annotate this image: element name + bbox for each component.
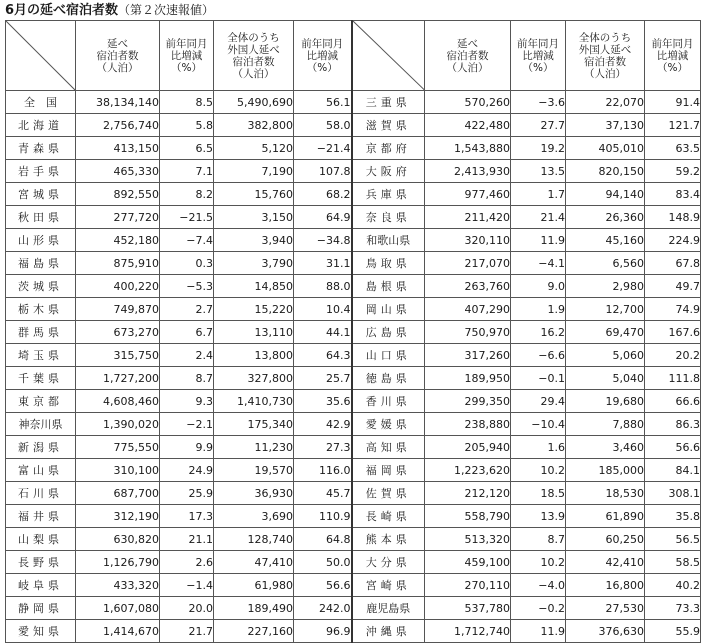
cell-foreign: 327,800 [214,367,294,390]
cell-foreign-yoy: 35.6 [294,390,352,413]
prefecture-name: 長野県 [6,551,76,574]
prefecture-name: 石川県 [6,482,76,505]
table-row [6,160,701,183]
cell-foreign-yoy: 56.6 [645,436,701,459]
cell-foreign-yoy: 91.4 [645,91,701,114]
table-row [6,183,701,206]
prefecture-name: 山口県 [352,344,425,367]
cell-yoy: −5.3 [160,275,214,298]
cell-foreign: 376,630 [566,620,645,643]
cell-total: 422,480 [425,114,511,137]
prefecture-name: 富山県 [6,459,76,482]
cell-foreign: 3,940 [214,229,294,252]
lodging-table [5,20,701,643]
cell-foreign: 18,530 [566,482,645,505]
cell-yoy: 21.4 [511,206,566,229]
cell-yoy: 1.9 [511,298,566,321]
cell-foreign-yoy: 63.5 [645,137,701,160]
cell-foreign-yoy: 121.7 [645,114,701,137]
cell-foreign: 94,140 [566,183,645,206]
cell-foreign-yoy: 10.4 [294,298,352,321]
cell-yoy: 2.4 [160,344,214,367]
cell-yoy: 24.9 [160,459,214,482]
cell-foreign: 227,160 [214,620,294,643]
prefecture-name: 岡山県 [352,298,425,321]
prefecture-name: 千葉県 [6,367,76,390]
cell-total: 687,700 [76,482,160,505]
prefecture-name: 高知県 [352,436,425,459]
cell-foreign: 36,930 [214,482,294,505]
cell-yoy: 8.7 [511,528,566,551]
prefecture-name: 新潟県 [6,436,76,459]
cell-foreign: 5,120 [214,137,294,160]
cell-foreign: 189,490 [214,597,294,620]
cell-total: 892,550 [76,183,160,206]
cell-total: 433,320 [76,574,160,597]
cell-yoy: −4.1 [511,252,566,275]
table-row [6,528,701,551]
prefecture-name: 全 国 [6,91,76,114]
cell-foreign: 13,110 [214,321,294,344]
cell-foreign: 37,130 [566,114,645,137]
prefecture-name: 大阪府 [352,160,425,183]
header-total-left: 延べ 宿泊者数 （人泊） [76,21,160,91]
cell-total: 459,100 [425,551,511,574]
prefecture-name: 島根県 [352,275,425,298]
cell-foreign-yoy: 45.7 [294,482,352,505]
prefecture-name: 奈良県 [352,206,425,229]
cell-total: 413,150 [76,137,160,160]
table-row [6,114,701,137]
cell-foreign-yoy: 83.4 [645,183,701,206]
prefecture-name: 香川県 [352,390,425,413]
cell-yoy: 11.9 [511,620,566,643]
prefecture-name: 沖縄県 [352,620,425,643]
diagonal-line [6,21,75,90]
subtitle-text: （第２次速報値） [118,3,215,17]
cell-total: 452,180 [76,229,160,252]
cell-total: 312,190 [76,505,160,528]
table-row [6,436,701,459]
cell-yoy: −1.4 [160,574,214,597]
cell-total: 217,070 [425,252,511,275]
cell-foreign: 3,790 [214,252,294,275]
cell-yoy: 13.5 [511,160,566,183]
cell-total: 315,750 [76,344,160,367]
table-row [6,597,701,620]
cell-yoy: 2.7 [160,298,214,321]
cell-yoy: 13.9 [511,505,566,528]
prefecture-name: 栃木県 [6,298,76,321]
cell-yoy: 19.2 [511,137,566,160]
cell-foreign: 7,880 [566,413,645,436]
cell-total: 310,100 [76,459,160,482]
cell-yoy: −10.4 [511,413,566,436]
prefecture-name: 山梨県 [6,528,76,551]
table-row [6,321,701,344]
cell-foreign-yoy: 31.1 [294,252,352,275]
cell-total: 400,220 [76,275,160,298]
cell-total: 238,880 [425,413,511,436]
cell-yoy: 6.5 [160,137,214,160]
table-body [6,91,701,643]
cell-foreign: 69,470 [566,321,645,344]
cell-total: 1,390,020 [76,413,160,436]
prefecture-name: 愛媛県 [352,413,425,436]
cell-total: 750,970 [425,321,511,344]
cell-yoy: 18.5 [511,482,566,505]
cell-yoy: 29.4 [511,390,566,413]
cell-foreign-yoy: 56.5 [645,528,701,551]
cell-foreign: 42,410 [566,551,645,574]
cell-yoy: 21.7 [160,620,214,643]
cell-foreign: 19,680 [566,390,645,413]
cell-foreign-yoy: 56.6 [294,574,352,597]
prefecture-name: 鳥取県 [352,252,425,275]
cell-total: 2,413,930 [425,160,511,183]
prefecture-name: 秋田県 [6,206,76,229]
prefecture-name: 長崎県 [352,505,425,528]
cell-total: 570,260 [425,91,511,114]
cell-total: 1,607,080 [76,597,160,620]
cell-foreign: 820,150 [566,160,645,183]
cell-foreign: 11,230 [214,436,294,459]
cell-foreign: 405,010 [566,137,645,160]
prefecture-name: 静岡県 [6,597,76,620]
table-row [6,275,701,298]
cell-yoy: 25.9 [160,482,214,505]
table-row [6,298,701,321]
prefecture-name: 兵庫県 [352,183,425,206]
prefecture-name: 福島県 [6,252,76,275]
cell-yoy: −4.0 [511,574,566,597]
cell-yoy: 1.7 [511,183,566,206]
cell-foreign-yoy: 25.7 [294,367,352,390]
cell-foreign: 175,340 [214,413,294,436]
cell-foreign: 12,700 [566,298,645,321]
cell-foreign: 6,560 [566,252,645,275]
cell-foreign: 45,160 [566,229,645,252]
prefecture-name: 北海道 [6,114,76,137]
cell-foreign: 7,190 [214,160,294,183]
cell-yoy: −0.2 [511,597,566,620]
cell-foreign-yoy: 74.9 [645,298,701,321]
page-title [5,1,214,20]
cell-yoy: 5.8 [160,114,214,137]
diagonal-line [353,21,425,90]
header-yoy-right: 前年同月 比増減 （%） [511,21,566,91]
cell-foreign: 5,490,690 [214,91,294,114]
table-row [6,574,701,597]
cell-foreign-yoy: 27.3 [294,436,352,459]
cell-yoy: 10.2 [511,459,566,482]
cell-foreign-yoy: 68.2 [294,183,352,206]
prefecture-name: 佐賀県 [352,482,425,505]
cell-foreign-yoy: 50.0 [294,551,352,574]
cell-yoy: −2.1 [160,413,214,436]
cell-foreign: 3,150 [214,206,294,229]
cell-foreign-yoy: 44.1 [294,321,352,344]
cell-total: 1,126,790 [76,551,160,574]
cell-total: 977,460 [425,183,511,206]
cell-total: 317,260 [425,344,511,367]
cell-total: 38,134,140 [76,91,160,114]
cell-total: 263,760 [425,275,511,298]
cell-foreign: 26,360 [566,206,645,229]
cell-total: 513,320 [425,528,511,551]
cell-total: 1,727,200 [76,367,160,390]
table-row [6,206,701,229]
cell-yoy: 8.7 [160,367,214,390]
prefecture-name: 山形県 [6,229,76,252]
cell-foreign-yoy: 167.6 [645,321,701,344]
cell-foreign-yoy: 308.1 [645,482,701,505]
cell-yoy: 27.7 [511,114,566,137]
cell-foreign: 3,690 [214,505,294,528]
cell-foreign-yoy: 96.9 [294,620,352,643]
table-row [6,505,701,528]
cell-foreign-yoy: 86.3 [645,413,701,436]
table-row [6,459,701,482]
prefecture-name: 愛知県 [6,620,76,643]
prefecture-name: 三重県 [352,91,425,114]
cell-total: 630,820 [76,528,160,551]
prefecture-name: 青森県 [6,137,76,160]
cell-foreign: 15,760 [214,183,294,206]
cell-total: 205,940 [425,436,511,459]
table-row [6,482,701,505]
cell-foreign-yoy: 148.9 [645,206,701,229]
header-foreign-right: 全体のうち 外国人延べ 宿泊者数 （人泊） [566,21,645,91]
prefecture-name: 埼玉県 [6,344,76,367]
cell-foreign-yoy: 242.0 [294,597,352,620]
table-row [6,551,701,574]
cell-foreign-yoy: 64.3 [294,344,352,367]
cell-foreign: 27,530 [566,597,645,620]
table-row [6,91,701,114]
header-row [6,21,701,91]
prefecture-name: 宮城県 [6,183,76,206]
cell-foreign-yoy: 111.8 [645,367,701,390]
cell-foreign-yoy: −34.8 [294,229,352,252]
cell-foreign-yoy: 56.1 [294,91,352,114]
prefecture-name: 岐阜県 [6,574,76,597]
prefecture-name: 群馬県 [6,321,76,344]
cell-total: 211,420 [425,206,511,229]
cell-yoy: 21.1 [160,528,214,551]
cell-total: 320,110 [425,229,511,252]
cell-foreign: 22,070 [566,91,645,114]
cell-foreign-yoy: 66.6 [645,390,701,413]
cell-foreign-yoy: 58.5 [645,551,701,574]
cell-foreign: 19,570 [214,459,294,482]
corner-cell-left [6,21,76,91]
table-row [6,344,701,367]
cell-yoy: 8.5 [160,91,214,114]
cell-foreign-yoy: 35.8 [645,505,701,528]
cell-yoy: 9.9 [160,436,214,459]
cell-foreign-yoy: 49.7 [645,275,701,298]
prefecture-name: 神奈川県 [6,413,76,436]
cell-yoy: −21.5 [160,206,214,229]
corner-cell-right [352,21,425,91]
cell-foreign-yoy: −21.4 [294,137,352,160]
cell-total: 407,290 [425,298,511,321]
table-row [6,252,701,275]
cell-foreign-yoy: 59.2 [645,160,701,183]
header-foreign-yoy-left: 前年同月 比増減 （%） [294,21,352,91]
cell-foreign-yoy: 67.8 [645,252,701,275]
cell-yoy: −3.6 [511,91,566,114]
cell-foreign-yoy: 42.9 [294,413,352,436]
prefecture-name: 広島県 [352,321,425,344]
cell-foreign: 1,410,730 [214,390,294,413]
cell-foreign-yoy: 107.8 [294,160,352,183]
cell-yoy: −0.1 [511,367,566,390]
cell-yoy: 0.3 [160,252,214,275]
prefecture-name: 岩手県 [6,160,76,183]
cell-yoy: 20.0 [160,597,214,620]
cell-foreign: 47,410 [214,551,294,574]
cell-total: 749,870 [76,298,160,321]
table-row [6,137,701,160]
cell-yoy: 16.2 [511,321,566,344]
cell-foreign-yoy: 40.2 [645,574,701,597]
prefecture-name: 福岡県 [352,459,425,482]
prefecture-name: 宮崎県 [352,574,425,597]
prefecture-name: 和歌山県 [352,229,425,252]
cell-foreign-yoy: 116.0 [294,459,352,482]
cell-yoy: 17.3 [160,505,214,528]
cell-foreign: 61,890 [566,505,645,528]
cell-foreign-yoy: 20.2 [645,344,701,367]
prefecture-name: 大分県 [352,551,425,574]
cell-foreign: 3,460 [566,436,645,459]
cell-foreign: 13,800 [214,344,294,367]
cell-yoy: 9.0 [511,275,566,298]
cell-foreign-yoy: 64.9 [294,206,352,229]
table-row [6,620,701,643]
prefecture-name: 東京都 [6,390,76,413]
cell-yoy: 8.2 [160,183,214,206]
cell-foreign: 5,060 [566,344,645,367]
prefecture-name: 京都府 [352,137,425,160]
cell-foreign: 128,740 [214,528,294,551]
prefecture-name: 滋賀県 [352,114,425,137]
table-row [6,229,701,252]
cell-foreign-yoy: 224.9 [645,229,701,252]
cell-total: 1,414,670 [76,620,160,643]
cell-foreign: 16,800 [566,574,645,597]
cell-total: 4,608,460 [76,390,160,413]
cell-foreign-yoy: 64.8 [294,528,352,551]
header-foreign-yoy-right: 前年同月 比増減 （%） [645,21,701,91]
cell-total: 189,950 [425,367,511,390]
cell-foreign-yoy: 88.0 [294,275,352,298]
cell-total: 2,756,740 [76,114,160,137]
header-total-right: 延べ 宿泊者数 （人泊） [425,21,511,91]
cell-foreign: 60,250 [566,528,645,551]
cell-foreign-yoy: 55.9 [645,620,701,643]
cell-yoy: 9.3 [160,390,214,413]
prefecture-name: 徳島県 [352,367,425,390]
cell-foreign: 15,220 [214,298,294,321]
table-row [6,390,701,413]
table-row [6,413,701,436]
cell-total: 1,712,740 [425,620,511,643]
cell-foreign: 382,800 [214,114,294,137]
title-text: 6月の延べ宿泊者数 [5,3,119,18]
cell-yoy: −7.4 [160,229,214,252]
prefecture-name: 茨城県 [6,275,76,298]
cell-yoy: 2.6 [160,551,214,574]
cell-foreign-yoy: 58.0 [294,114,352,137]
cell-total: 558,790 [425,505,511,528]
cell-foreign: 5,040 [566,367,645,390]
cell-total: 673,270 [76,321,160,344]
cell-yoy: 10.2 [511,551,566,574]
cell-foreign-yoy: 73.3 [645,597,701,620]
cell-total: 277,720 [76,206,160,229]
cell-total: 1,223,620 [425,459,511,482]
prefecture-name: 熊本県 [352,528,425,551]
cell-total: 270,110 [425,574,511,597]
cell-total: 299,350 [425,390,511,413]
cell-foreign-yoy: 84.1 [645,459,701,482]
cell-total: 1,543,880 [425,137,511,160]
cell-yoy: 7.1 [160,160,214,183]
table-row [6,367,701,390]
cell-total: 537,780 [425,597,511,620]
cell-total: 875,910 [76,252,160,275]
prefecture-name: 鹿児島県 [352,597,425,620]
cell-yoy: −6.6 [511,344,566,367]
header-foreign-left: 全体のうち 外国人延べ 宿泊者数 （人泊） [214,21,294,91]
cell-total: 775,550 [76,436,160,459]
cell-yoy: 11.9 [511,229,566,252]
cell-foreign-yoy: 110.9 [294,505,352,528]
cell-yoy: 1.6 [511,436,566,459]
cell-total: 465,330 [76,160,160,183]
cell-total: 212,120 [425,482,511,505]
prefecture-name: 福井県 [6,505,76,528]
cell-foreign: 185,000 [566,459,645,482]
cell-foreign: 14,850 [214,275,294,298]
cell-yoy: 6.7 [160,321,214,344]
cell-foreign: 2,980 [566,275,645,298]
header-yoy-left: 前年同月 比増減 （%） [160,21,214,91]
cell-foreign: 61,980 [214,574,294,597]
